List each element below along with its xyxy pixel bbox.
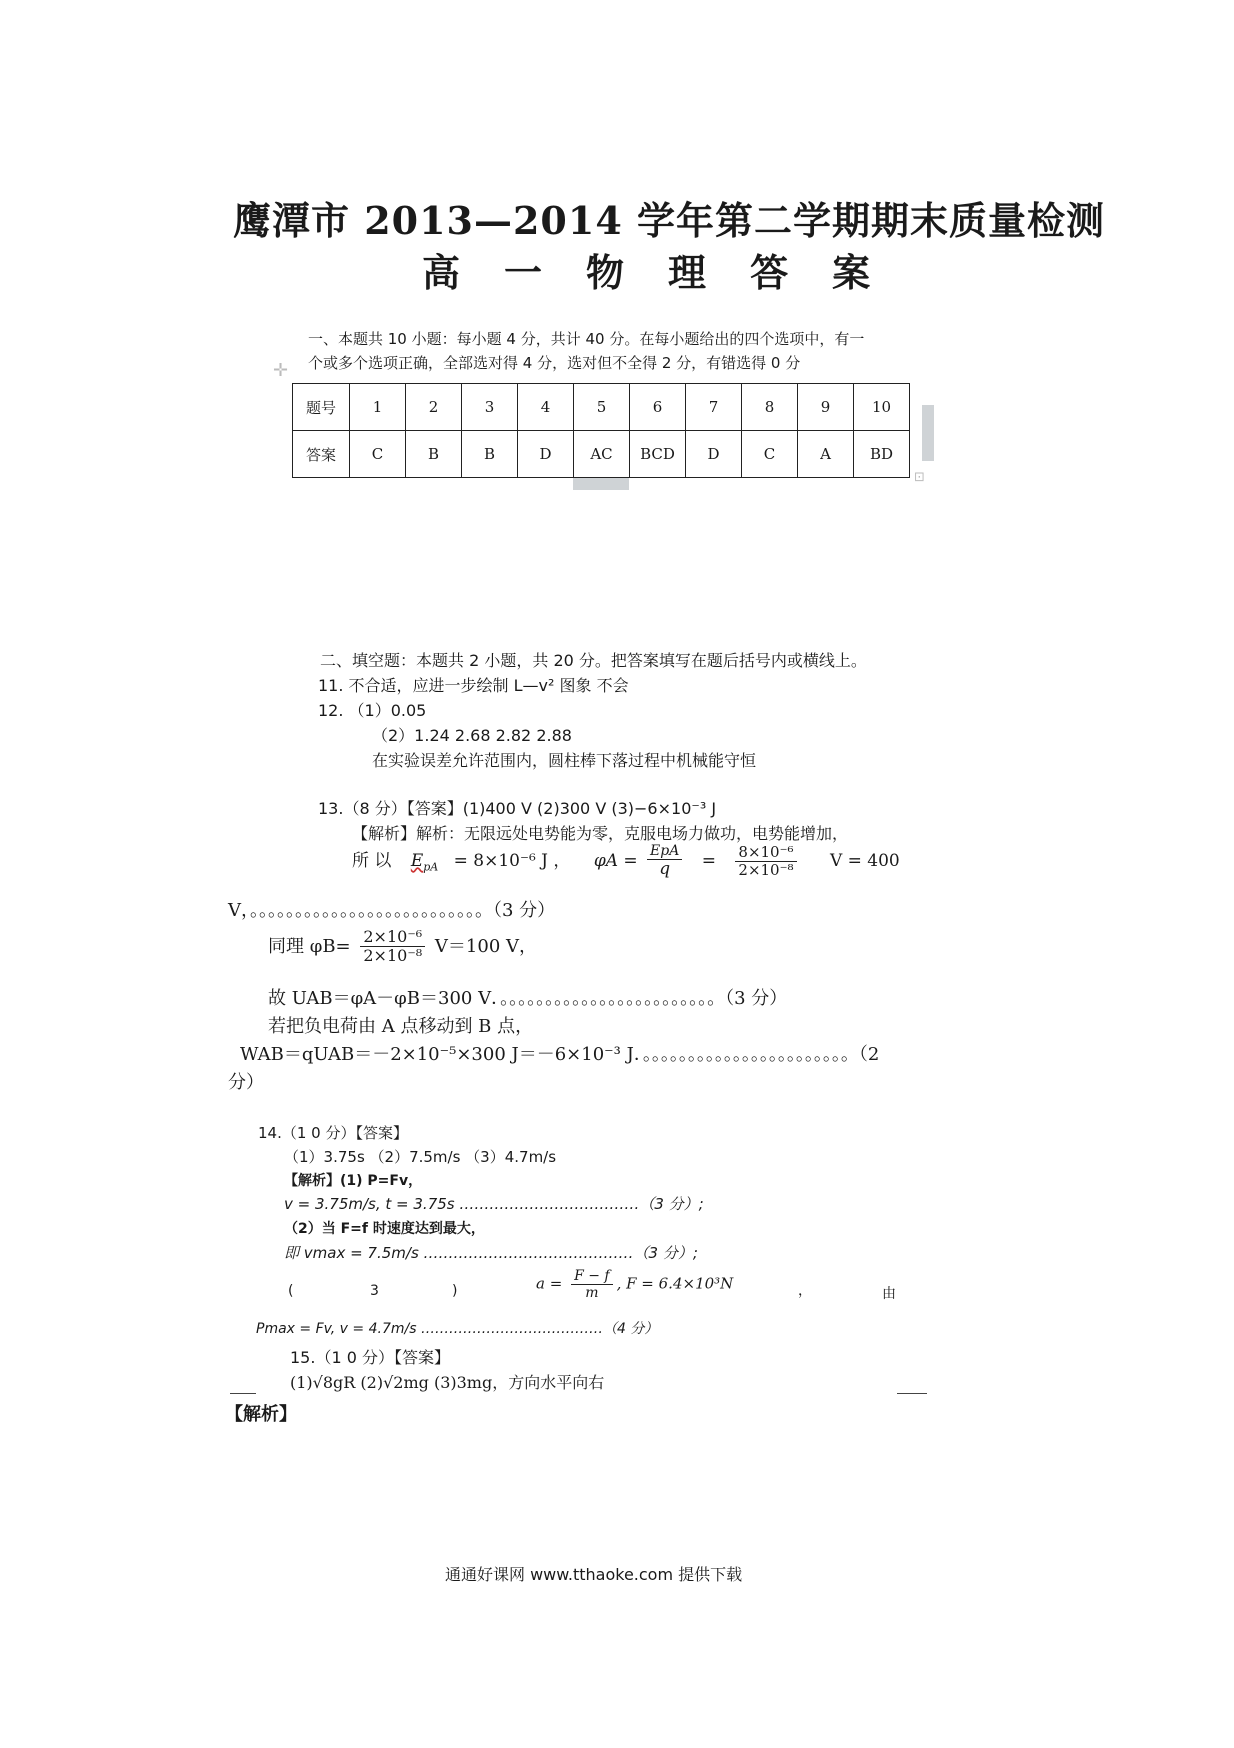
- q13-wab-line: WAB＝qUAB＝－2×10⁻⁵×300 J＝－6×10⁻³ J．。。。。。。。。。。。。。。。。。。。。。。。（2: [240, 1044, 880, 1065]
- q13-so-prefix: 所 以: [352, 850, 392, 871]
- table-cell: 7: [686, 384, 742, 431]
- q14-velocity-line: v = 3.75m/s, t = 3.75s ………………………………（3 分）;: [284, 1195, 704, 1213]
- footer-source: 通通好课网 www.tthaoke.com 提供下载: [445, 1565, 743, 1584]
- table-cell: B: [406, 431, 462, 478]
- table-header-cell: 题号: [293, 384, 350, 431]
- q13-wab-tail: 分）: [228, 1072, 264, 1093]
- q13-fraction-epa-q: $\frac{\text{EpA}}{q}$: [647, 843, 682, 880]
- table-cell: 5: [574, 384, 630, 431]
- q13-uab-line: 故 UAB＝φA－φB＝300 V．。。。。。。。。。。。。。。。。。。。。。。。。（3 分）: [268, 988, 788, 1009]
- subtitle-char: 一: [504, 250, 543, 295]
- q13-volt-line: V，。。。。。。。。。。。。。。。。。。。。。。。。。。（3 分）: [228, 900, 556, 921]
- page-title: 鹰潭市 2013—2014 学年第二学期期末质量检测: [233, 198, 1105, 243]
- q12-part2: （2）1.24 2.68 2.82 2.88: [372, 726, 572, 745]
- q14-condition-line: （2）当 F=f 时速度达到最大，: [284, 1221, 485, 1237]
- table-cell: BCD: [630, 431, 686, 478]
- table-header-cell: 答案: [293, 431, 350, 478]
- table-cell: AC: [574, 431, 630, 478]
- q13-same-line: [268, 928, 537, 966]
- q14-part3-number: 3: [370, 1283, 379, 1299]
- table-cell: D: [686, 431, 742, 478]
- q14-part3-open: (: [288, 1283, 294, 1299]
- q12-part1: 12. （1）0.05: [318, 701, 427, 720]
- q13-fraction-phi-b: $\frac{\text{2×10⁻⁶}}{\text{2×10⁻⁸}}$: [360, 928, 425, 966]
- section2-heading: 二、填空题：本题共 2 小题，共 20 分。把答案填写在题后括号内或横线上。: [320, 651, 867, 670]
- section1-line1: 一、本题共 10 小题：每小题 4 分，共计 40 分。在每小题给出的四个选项中，有一: [308, 330, 865, 348]
- q13-epa-symbol: $E_{pA}$: [410, 850, 439, 874]
- subtitle-char: 理: [668, 250, 707, 295]
- q13-same-prefix: 同理 φB=: [268, 935, 351, 957]
- q15-analysis: 【解析】: [225, 1404, 297, 1425]
- q14-pmax-line: Pmax = Fv, v = 4.7m/s …………………………………（4 分）: [256, 1321, 659, 1337]
- table-cell: 6: [630, 384, 686, 431]
- q13-same-suffix: V＝100 V，: [434, 935, 537, 957]
- q11-answer: 11. 不合适，应进一步绘制 L—v² 图象 不会: [318, 676, 629, 695]
- table-resize-icon[interactable]: ⊡: [914, 470, 925, 485]
- q13-equation-line: [352, 843, 900, 880]
- q13-move-line: 若把负电荷由 A 点移动到 B 点，: [268, 1016, 534, 1037]
- q14-analysis: 【解析】(1) P=Fv，: [284, 1173, 423, 1189]
- table-cell: C: [742, 431, 798, 478]
- q14-vmax-line: 即 vmax = 7.5m/s ……………………………………（3 分）;: [284, 1244, 698, 1262]
- table-cell: 4: [518, 384, 574, 431]
- q13-equals: =: [701, 850, 716, 871]
- section1-line2: 个或多个选项正确，全部选对得 4 分，选对但不全得 2 分，有错选得 0 分: [308, 354, 801, 372]
- q13-units-tail: V = 400: [829, 850, 900, 871]
- q13-fraction-values: $\frac{\text{8×10⁻⁶}}{\text{2×10⁻⁸}}$: [735, 844, 796, 880]
- subtitle-char: 答: [750, 250, 789, 295]
- q14-part3-close: ): [452, 1283, 458, 1299]
- table-cell: B: [462, 431, 518, 478]
- table-cell: D: [518, 431, 574, 478]
- q13-analysis: 【解析】解析：无限远处电势能为零，克服电场力做功，电势能增加，: [352, 824, 849, 843]
- q13-heading: 13.（8 分）【答案】(1)400 V (2)300 V (3)−6×10⁻³ J: [318, 799, 717, 818]
- subtitle-char: 高: [422, 250, 461, 295]
- table-cell: 3: [462, 384, 518, 431]
- q13-phi-a: φA =: [593, 850, 638, 871]
- subtitle-char: 案: [832, 250, 871, 295]
- q14-acceleration-formula: a = $\frac{F - f}{m}$ , F = 6.4×10³N: [536, 1268, 734, 1302]
- table-add-column-handle[interactable]: [922, 405, 934, 461]
- table-cell: BD: [854, 431, 910, 478]
- table-move-handle-icon[interactable]: ✛: [273, 360, 289, 381]
- table-row: [293, 384, 910, 431]
- q13-epa-value: = 8×10⁻⁶ J ，: [453, 850, 571, 871]
- q14-heading: 14.（1 0 分）【答案】: [258, 1124, 408, 1142]
- page-subtitle: [400, 242, 892, 297]
- table-row: [293, 431, 910, 478]
- table-cell: 1: [350, 384, 406, 431]
- table-cell: 2: [406, 384, 462, 431]
- table-add-row-handle[interactable]: [573, 478, 629, 490]
- table-cell: C: [350, 431, 406, 478]
- q15-answers: (1)√8gR (2)√2mg (3)3mg，方向水平向右: [290, 1373, 605, 1392]
- margin-rule-left: [230, 1393, 256, 1394]
- q14-you: 由: [882, 1286, 896, 1302]
- q15-heading: 15.（1 0 分）【答案】: [290, 1348, 450, 1367]
- table-cell: 9: [798, 384, 854, 431]
- table-cell: 10: [854, 384, 910, 431]
- table-cell: A: [798, 431, 854, 478]
- q12-conclusion: 在实验误差允许范围内，圆柱棒下落过程中机械能守恒: [372, 751, 757, 770]
- table-cell: 8: [742, 384, 798, 431]
- q14-answers: （1）3.75s （2）7.5m/s （3）4.7m/s: [284, 1148, 557, 1166]
- q14-comma: ，: [798, 1283, 812, 1299]
- subtitle-char: 物: [586, 250, 625, 295]
- answer-table: [292, 383, 910, 478]
- margin-rule-right: [897, 1393, 927, 1394]
